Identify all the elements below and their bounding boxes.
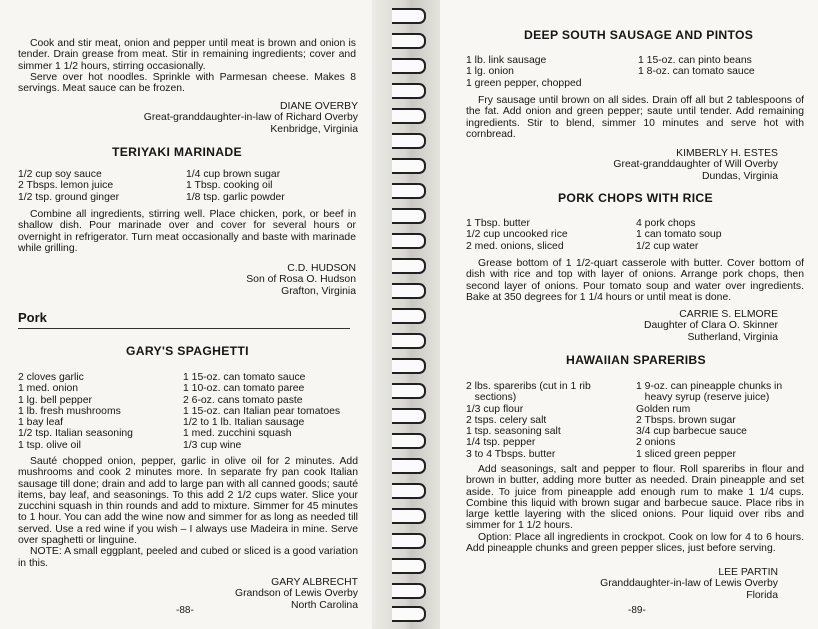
credit-name: GARY ALBRECHT [271, 577, 358, 588]
ingredient: 1 tsp. olive oil [18, 439, 81, 451]
binding-ring [392, 133, 426, 149]
ingredient: 2 med. onions, sliced [466, 240, 564, 252]
porkchops-directions [466, 258, 804, 303]
credit-name: DIANE OVERBY [280, 101, 358, 112]
ingredient: 1/4 cup brown sugar [186, 169, 281, 180]
teriyaki-directions [18, 209, 356, 254]
credit-name: C.D. HUDSON [287, 263, 356, 274]
binding-ring [392, 606, 426, 622]
directions-paragraph: Sauté chopped onion, pepper, garlic in olive oil for 2 minutes. Add mushrooms and cook 2 minutes more. In separate fry pan cook Italian sausage till done; drain and add to large pan with all canned goods; sauté items, bay leaf, and seasonings. To this add 2 1/2 cups water. Slice your zucchini squash in thin rounds and add to mixture. Simmer for 45 minutes to 1 hour. You can add the wine now and simmer for as long as needed till served. Use a red wine if you wish – I always use Madeira in mine. Serve over spaghetti or linguine. [18, 456, 358, 547]
ingredient: 1/2 tsp. Italian seasoning [18, 428, 133, 440]
directions-paragraph: Fry sausage until brown on all sides. Drain off all but 2 tablespoons of the fat. Add onion and green pepper; saute until tender. Add remaining ingredients. Stir to blend, simmer 10 minutes and serve hot with cornbread. [466, 95, 804, 140]
recipe-title-porkchops: PORK CHOPS WITH RICE [558, 191, 713, 205]
recipe-title-spareribs: HAWAIIAN SPARERIBS [566, 353, 706, 367]
ingredient: 1 green pepper, chopped [466, 77, 582, 89]
teriyaki-ingredients-col1 [18, 169, 119, 203]
ingredient: 3 to 4 Tbsps. butter [466, 448, 556, 460]
ingredient: heavy syrup (reserve juice) [636, 392, 770, 404]
page-number-right: -89- [628, 605, 646, 616]
binding-ring [392, 283, 426, 299]
pintos-ingredients-col2 [638, 55, 755, 78]
binding-ring [392, 108, 426, 124]
porkchops-ingredients-col1 [466, 218, 568, 252]
credit-relation: Great-granddaughter of Will Overby [613, 159, 778, 171]
ingredient: 1 lb. fresh mushrooms [18, 405, 121, 417]
credit-place: North Carolina [291, 599, 358, 611]
credit-elmore [478, 309, 778, 343]
ingredient: 1/2 cup water [636, 240, 699, 252]
ingredient: 1/2 cup uncooked rice [466, 229, 568, 241]
page-number-left: -88- [176, 605, 194, 616]
binding-ring [392, 8, 426, 24]
binding-ring [392, 433, 426, 449]
ingredient: 2 Tbsps. brown sugar [636, 414, 736, 426]
binding-ring [392, 33, 426, 49]
intro-paragraph-1: Cook and stir meat, onion and pepper until meat is brown and onion is tender. Drain grease from meat. Stir in remaining ingredients; cover and simmer 1 1/2 hours, stirring occasionally. [18, 38, 356, 72]
binding-ring [392, 333, 426, 349]
ingredient: 1 med. onion [18, 383, 79, 395]
credit-estes [478, 148, 778, 182]
ingredient: 1 8-oz. can tomato sauce [638, 66, 755, 78]
note-paragraph: NOTE: A small eggplant, peeled and cubed or sliced is a good variation in this. [18, 546, 358, 569]
teriyaki-ingredients-col2 [186, 169, 285, 203]
ingredient: 2 Tbsps. lemon juice [18, 180, 114, 192]
binding-ring [392, 258, 426, 274]
credit-name: KIMBERLY H. ESTES [676, 148, 778, 159]
ingredient: 2 cloves garlic [18, 372, 84, 383]
intro-text [18, 38, 356, 94]
spareribs-ingredients-col1 [466, 381, 591, 460]
ingredient: 1 15-oz. can pinto beans [638, 55, 752, 66]
credit-hudson [56, 263, 356, 297]
binding-ring [392, 383, 426, 399]
ingredient: 1/3 cup flour [466, 403, 524, 415]
spareribs-directions [466, 464, 804, 554]
binding-ring [392, 233, 426, 249]
porkchops-ingredients-col2 [636, 218, 722, 252]
binding-ring [392, 358, 426, 374]
binding-ring [392, 83, 426, 99]
credit-place: Dundas, Virginia [701, 170, 778, 182]
directions-paragraph: Add seasonings, salt and pepper to flour. Roll spareribs in flour and brown in butter, adding more butter as needed. Drain pineapple and set aside. To juice from pineapple add enough rum to make 1 1/4 cups. Combine this liquid with brown sugar and barbecue sauce. Place ribs in large kettle layering with the sliced onions. Pour liquid over ribs and simmer for 1 1/2 hours. [466, 464, 804, 532]
ingredient: sections) [466, 392, 517, 404]
ingredient: 1 9-oz. can pineapple chunks in [636, 381, 783, 392]
credit-name: CARRIE S. ELMORE [679, 309, 778, 320]
binding-ring [392, 508, 426, 524]
ingredient: 1 tsp. seasoning salt [466, 426, 561, 438]
ingredient: 1 Tbsp. butter [466, 218, 530, 229]
ingredient: 1/2 tsp. ground ginger [18, 191, 120, 203]
ingredient: 2 lbs. spareribs (cut in 1 rib [466, 381, 591, 392]
ingredient: 3/4 cup barbecue sauce [636, 426, 747, 438]
credit-relation: Daughter of Clara O. Skinner [644, 320, 778, 332]
spaghetti-ingredients-col2 [183, 372, 340, 451]
recipe-title-pintos: DEEP SOUTH SAUSAGE AND PINTOS [524, 28, 754, 42]
credit-relation: Son of Rosa O. Hudson [246, 274, 356, 286]
credit-place: Florida [746, 589, 778, 601]
binding-ring [392, 533, 426, 549]
pintos-directions [466, 95, 804, 140]
ingredient: Golden rum [636, 403, 691, 415]
credit-albrecht [58, 577, 358, 611]
pintos-ingredients-col1 [466, 55, 582, 89]
spareribs-ingredients-col2 [636, 381, 782, 460]
ingredient: 2 6-oz. cans tomato paste [183, 394, 303, 406]
binding-ring [392, 208, 426, 224]
binding-ring [392, 583, 426, 599]
ingredient: 1 bay leaf [18, 417, 64, 429]
spaghetti-directions [18, 456, 358, 569]
ingredient: 1 10-oz. can tomato paree [183, 383, 305, 395]
credit-relation: Great-granddaughter-in-law of Richard Overby [143, 112, 358, 124]
ingredient: 2 tsps. celery salt [466, 414, 547, 426]
ingredient: 1/4 tsp. pepper [466, 437, 536, 449]
option-paragraph: Option: Place all ingredients in crockpot. Cook on low for 4 to 6 hours. Add pineapple chunks and green pepper slices, just before serving. [466, 531, 804, 555]
credit-place: Kenbridge, Virginia [270, 123, 358, 135]
ingredient: 1 sliced green pepper [636, 448, 736, 460]
binding-ring [392, 183, 426, 199]
credit-relation: Granddaughter-in-law of Lewis Overby [600, 578, 778, 590]
left-page [0, 0, 378, 629]
ingredient: 4 pork chops [636, 218, 696, 229]
ingredient: 1 lg. bell pepper [18, 394, 92, 406]
binding-ring [392, 458, 426, 474]
ingredient: 2 onions [636, 437, 676, 449]
binding-ring [392, 308, 426, 324]
credit-place: Grafton, Virginia [281, 285, 356, 297]
credit-diane [58, 101, 358, 135]
ingredient: 1/3 cup wine [183, 439, 242, 451]
binding-ring [392, 558, 426, 574]
section-heading-pork: Pork [18, 310, 47, 325]
credit-place: Sutherland, Virginia [687, 331, 778, 343]
ingredient: 1/2 to 1 lb. Italian sausage [183, 417, 305, 429]
ingredient: 1/2 cup soy sauce [18, 169, 102, 180]
binding-ring [392, 158, 426, 174]
credit-relation: Grandson of Lewis Overby [234, 588, 358, 600]
binding-ring [392, 483, 426, 499]
ingredient: 1 15-oz. can tomato sauce [183, 372, 306, 383]
directions-paragraph: Grease bottom of 1 1/2-quart casserole with butter. Cover bottom of dish with rice and top with layer of onions. Arrange pork chops, then second layer of onions. Pour tomato soup and water over ingredients. Bake at 350 degrees for 1 1/4 hours or until meat is done. [466, 258, 804, 303]
binding-ring [392, 408, 426, 424]
right-page [440, 0, 818, 629]
recipe-title-spaghetti: GARY'S SPAGHETTI [126, 344, 249, 358]
section-divider [18, 328, 350, 329]
ingredient: 1 15-oz. can Italian pear tomatoes [183, 405, 341, 417]
spaghetti-ingredients-col1 [18, 372, 133, 451]
credit-partin [478, 567, 778, 601]
ingredient: 1 Tbsp. cooking oil [186, 180, 273, 192]
ingredient: 1/8 tsp. garlic powder [186, 191, 285, 203]
credit-name: LEE PARTIN [718, 567, 778, 578]
binding-ring [392, 58, 426, 74]
ingredient: 1 med. zucchini squash [183, 428, 292, 440]
intro-paragraph-2: Serve over hot noodles. Sprinkle with Parmesan cheese. Makes 8 servings. Meat sauce can be frozen. [18, 71, 356, 95]
ingredient: 1 lb. link sausage [466, 55, 547, 66]
recipe-title-teriyaki: TERIYAKI MARINADE [112, 145, 242, 159]
directions-paragraph: Combine all ingredients, stirring well. Place chicken, pork, or beef in shallow dish. Pour marinade over and cover for several hours or overnight in refrigerator. Turn meat occasionally and baste with marinade while grilling. [18, 209, 356, 254]
ingredient: 1 lg. onion [466, 66, 514, 78]
ingredient: 1 can tomato soup [636, 229, 722, 241]
